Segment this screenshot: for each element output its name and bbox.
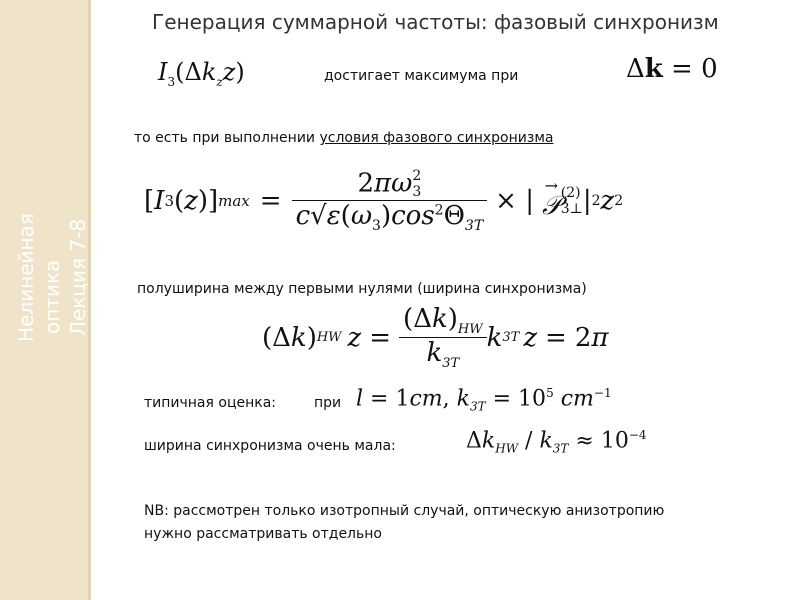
width-small-text: ширина синхронизма очень мала: [144, 438, 396, 454]
slide-title: Генерация суммарной частоты: фазовый синхронизм [152, 10, 719, 34]
formula-dk-zero: Δk = 0 [626, 54, 718, 84]
phase-matching-link: условия фазового синхронизма [319, 130, 554, 146]
sidebar-line-2: оптика [40, 259, 64, 334]
sidebar-line-3: Лекция 7-8 [66, 218, 90, 336]
phase-matching-prefix: то есть при выполнении [134, 130, 320, 146]
formula-i3-max: [ I 3 ( z )] max = 2πω 2 3 $c√\varepsilon(\omega_3)\cos^2\Theta_{3T}$ × | → 𝒫 (2) 3⊥ | 2 z 2 [144, 168, 624, 235]
reaches-max-text: достигает максимума при [324, 68, 519, 84]
formula-i3-dkz: $I_3(\Delta k_zz)$ [158, 58, 245, 89]
typical-label: типичная оценка: [144, 395, 276, 411]
sidebar-caption [0, 0, 88, 600]
formula-width-ratio: $\Delta k_{HW} / k_{3T} \approx 10^{-4}$ [466, 428, 647, 456]
phase-matching-line [134, 130, 553, 146]
formula-halfwidth: (Δ k ) HW z = $\frac{(\Delta k)_{HW}}{k_{3T}}$ k 3T z = 2 π [262, 304, 609, 372]
nb-line-1: NB: рассмотрен только изотропный случай, оптическую анизотропию [144, 503, 665, 519]
nb-line-2: нужно рассматривать отдельно [144, 526, 382, 542]
formula-typical-params: l = 1cm, $k_{3T} = 10^5$ $cm^{-1}$ [356, 386, 612, 414]
halfwidth-text: полуширина между первыми нулями (ширина синхронизма) [137, 281, 587, 297]
typical-when: при [314, 395, 342, 411]
sidebar-line-1: Нелинейная [14, 213, 38, 342]
